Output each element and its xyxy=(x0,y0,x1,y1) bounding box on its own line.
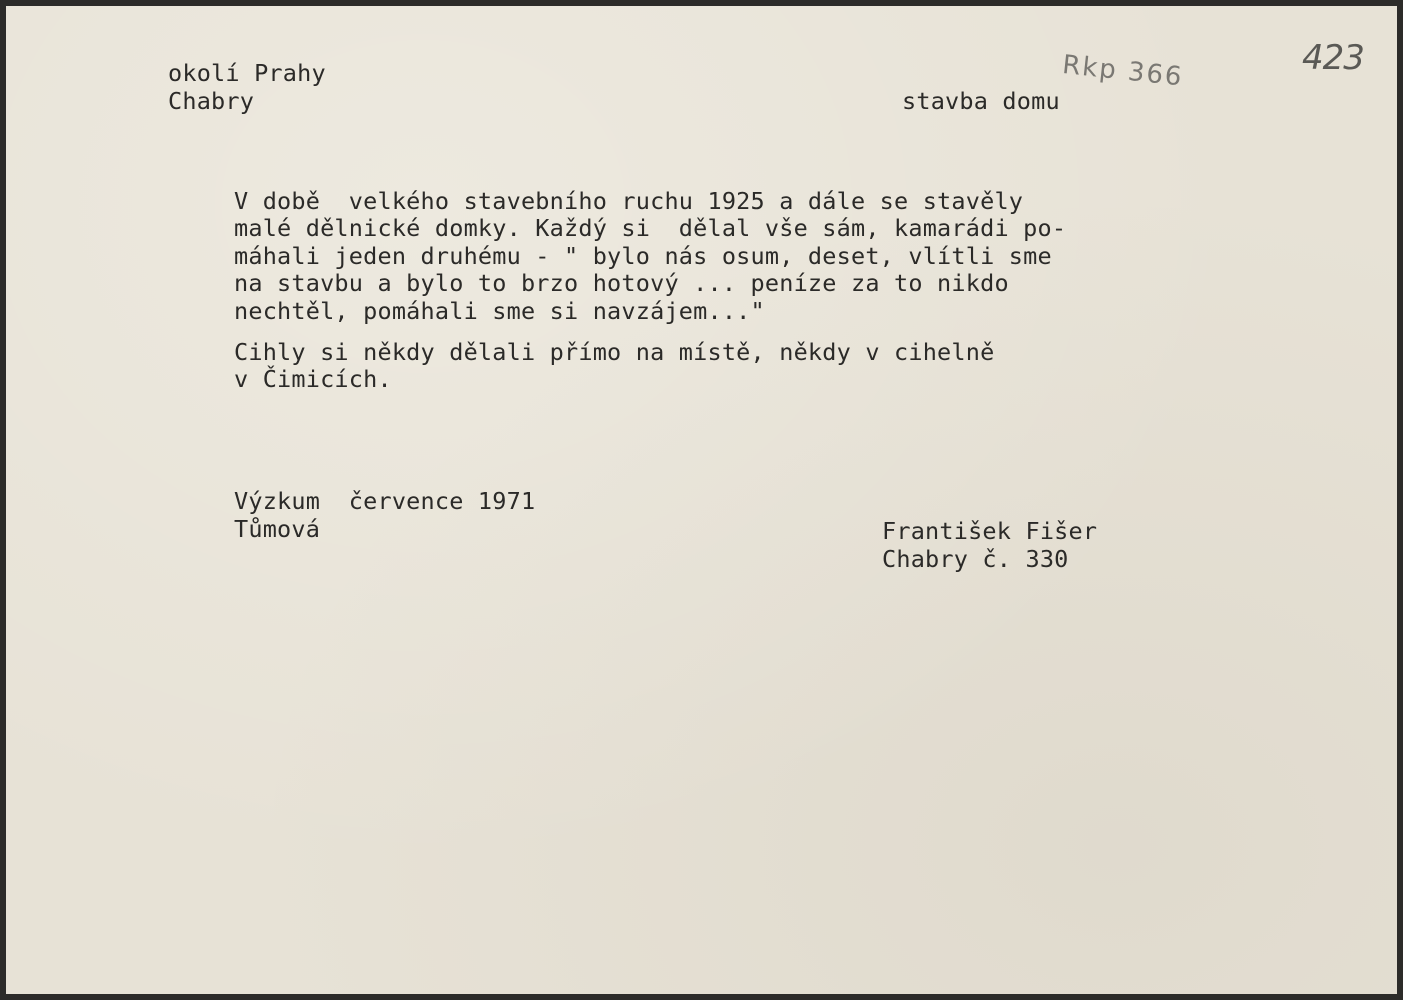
body-line: Cihly si někdy dělali přímo na místě, někdy v cihelně xyxy=(234,338,995,366)
research-date: Výzkum července 1971 xyxy=(234,487,536,515)
body-line: v Čimicích. xyxy=(234,365,392,393)
location-place: Chabry xyxy=(168,87,255,115)
body-line: máhali jeden druhému - " bylo nás osum, deset, vlítli sme xyxy=(234,242,1052,270)
page-number: 423 xyxy=(1302,38,1364,78)
index-card xyxy=(6,6,1397,994)
informant-address: Chabry č. 330 xyxy=(882,545,1069,573)
body-line: nechtěl, pomáhali sme si navzájem..." xyxy=(234,297,765,325)
shelfmark-text: Rkp 366 xyxy=(1060,50,1185,93)
topic-label: stavba domu xyxy=(902,87,1060,115)
body-line: malé dělnické domky. Každý si dělal vše sám, kamarádi po- xyxy=(234,214,1067,242)
informant-name: František Fišer xyxy=(882,517,1098,545)
body-line: V době velkého stavebního ruchu 1925 a dále se stavěly xyxy=(234,187,1024,215)
body-line: na stavbu a bylo to brzo hotový ... peníze za to nikdo xyxy=(234,269,1009,297)
location-region: okolí Prahy xyxy=(168,59,326,87)
shelfmark-stamp xyxy=(1061,50,1185,93)
researcher-name: Tůmová xyxy=(234,515,321,543)
